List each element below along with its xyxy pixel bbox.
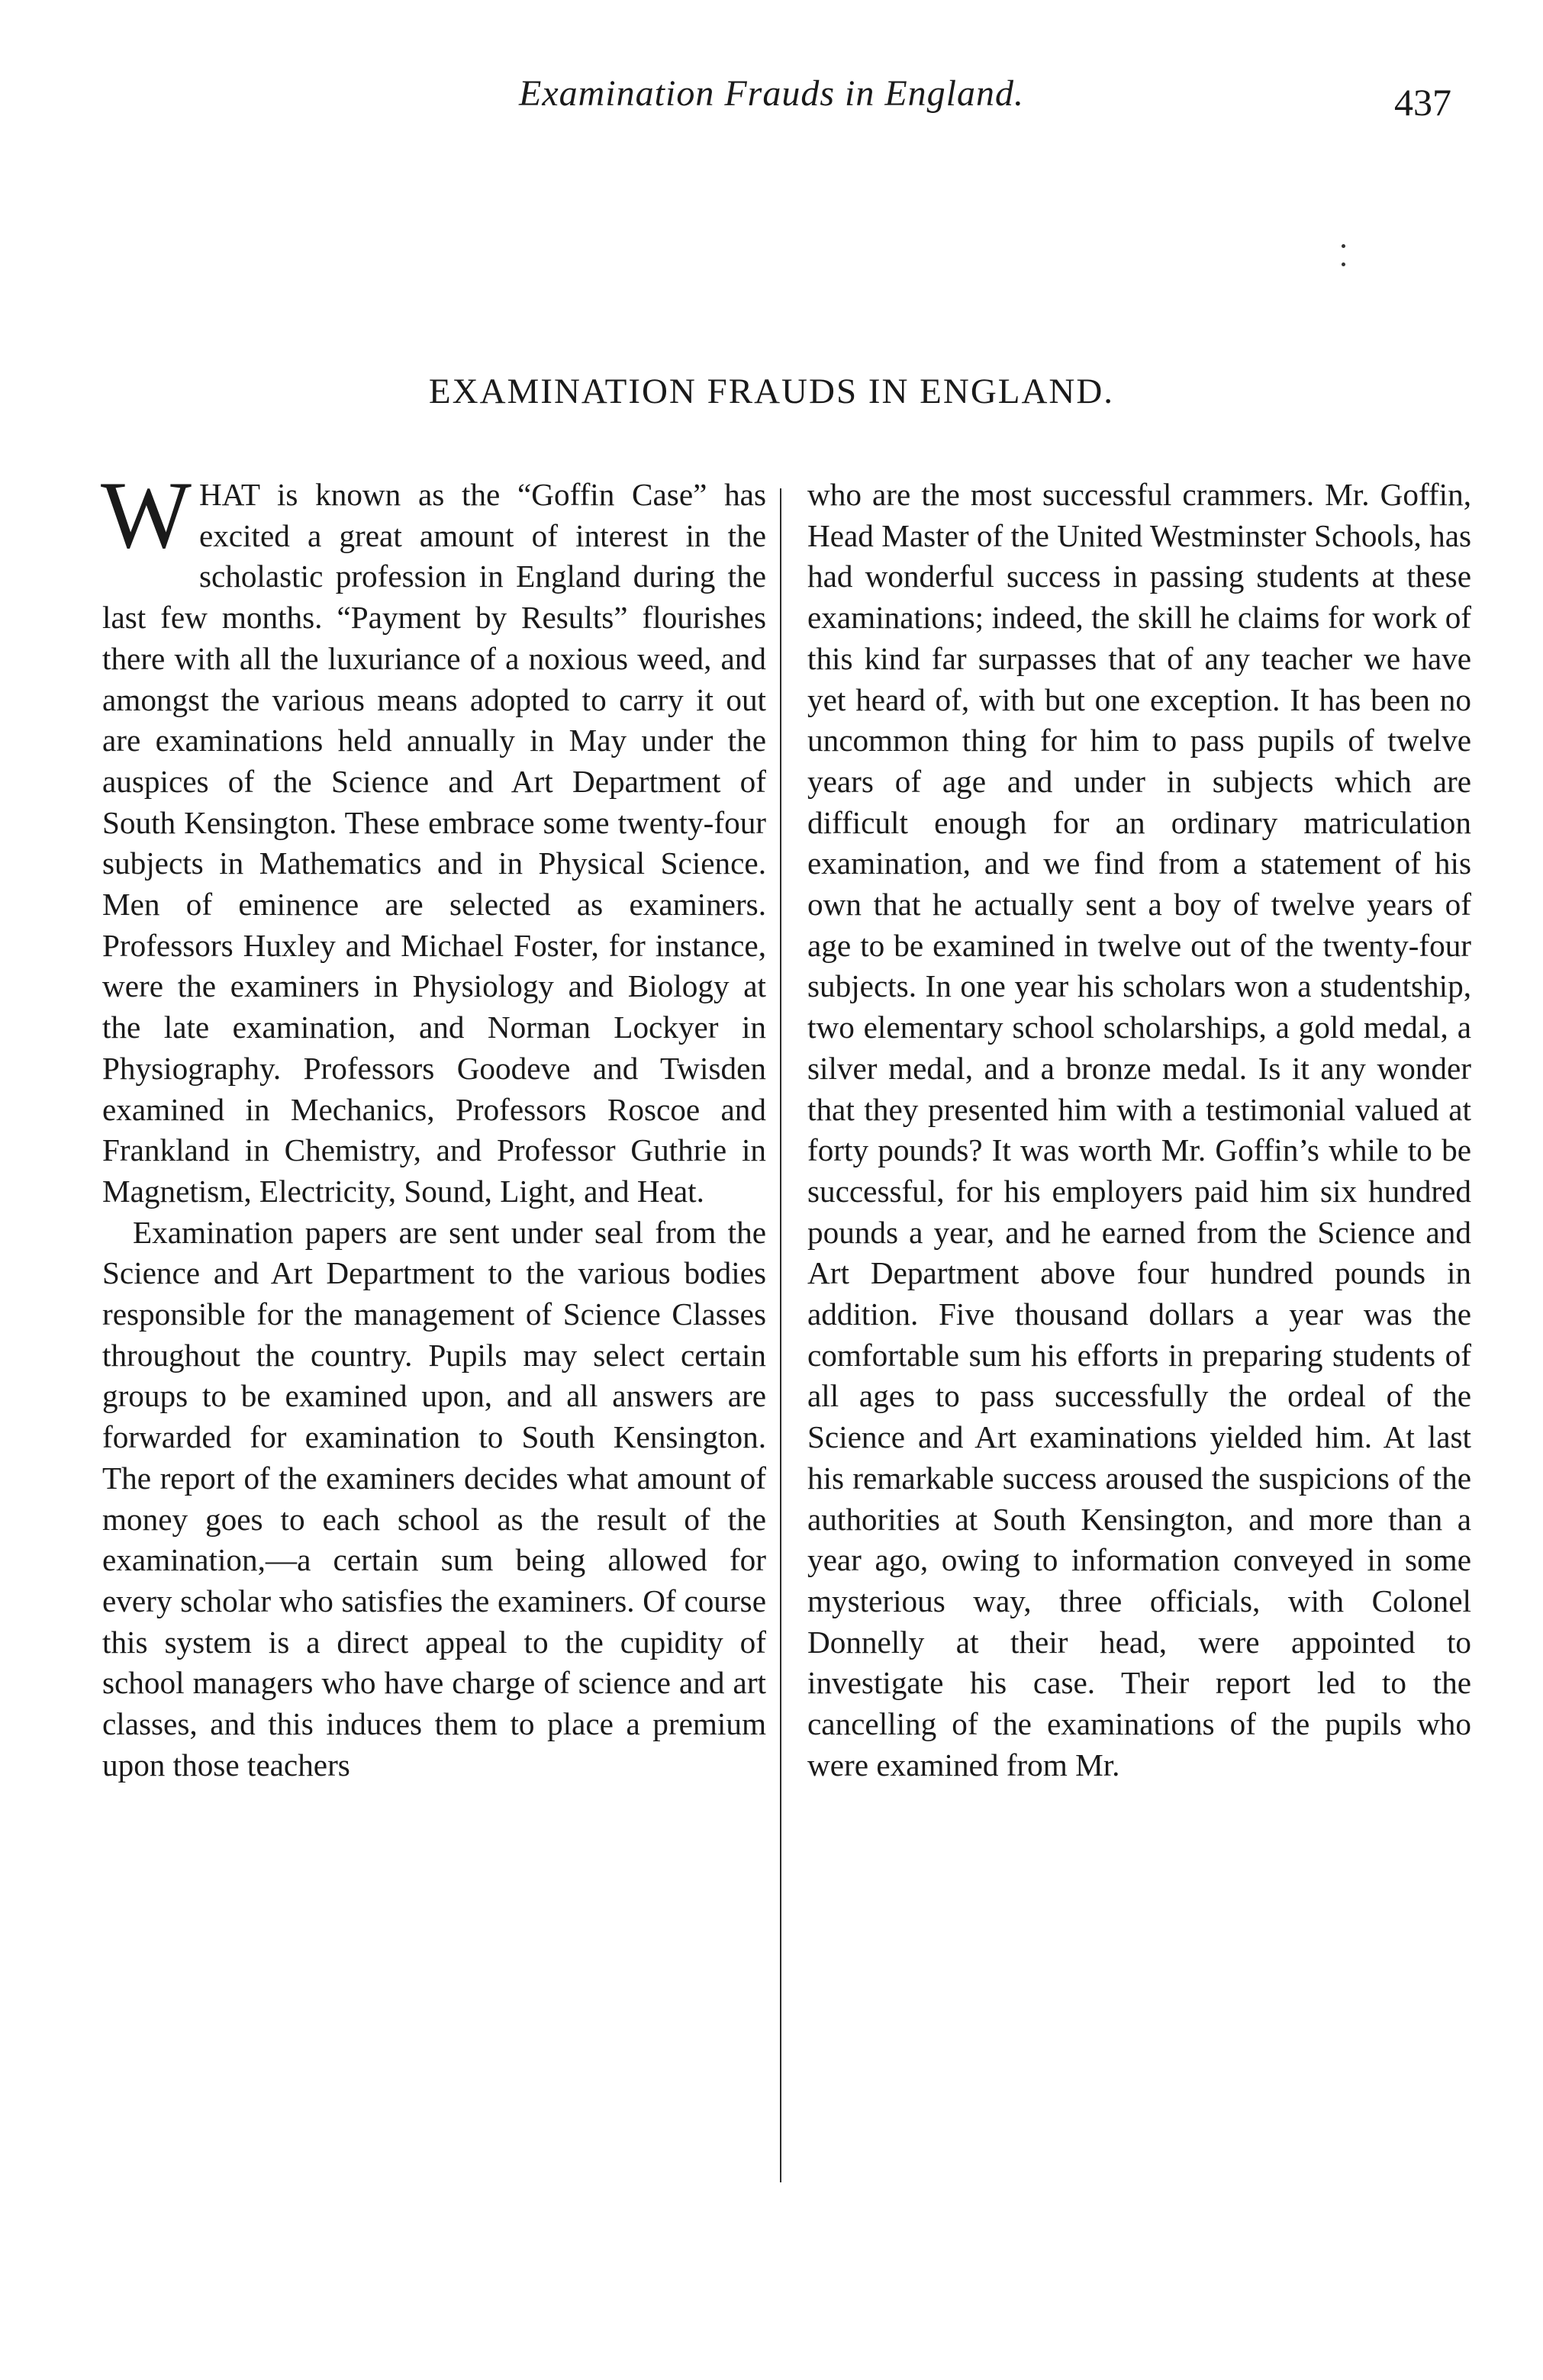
left-column (101, 462, 766, 1786)
paragraph-2: Examination papers are sent under seal from the Science and Art Department to the various bodies responsible for the management of Science Classes throughout the country. Pupils may select certain groups to be examined upon, and all answers are forwarded for examination to South Kensington. The report of the examiners decides what amount of money goes to each school as the result of the examination,—a certain sum being allowed for every scholar who satisfies the examiners. Of course this system is a direct appeal to the cupidity of school managers who have charge of science and art classes, and this induces them to place a premium upon those teachers (102, 1214, 766, 1783)
paragraph-1 (101, 462, 766, 1213)
print-speck (1342, 262, 1345, 266)
drop-cap: W (101, 462, 192, 568)
paragraph-1-text: HAT is known as the “Goffin Case” has excited a great amount of interest in the scholastic profession in England during the last few months. “Payment by Results” flourishes there with all the luxuriance of a noxious weed, and amongst the various means adopted to carry it out are examinations held annually in May under the auspices of the Science and Art Department of South Kensington. These embrace some twenty-four subjects in Mathematics and in Physical Science. Men of eminence are selected as examiners. Professors Huxley and Michael Foster, for instance, were the examiners in Physiology and Biology at the late examination, and Norman Lockyer in Physiography. Professors Goodeve and Twisden examined in Mechanics, Professors Roscoe and Frankland in Chemistry, and Professor Guthrie in Magnetism, Electricity, Sound, Light, and Heat. (102, 477, 766, 1209)
column-divider (780, 488, 781, 2182)
running-title: Examination Frauds in England. (519, 73, 1024, 114)
print-speck (1342, 244, 1345, 248)
article-title: EXAMINATION FRAUDS IN ENGLAND. (428, 372, 1115, 411)
page-number: 437 (1394, 81, 1451, 124)
right-column (807, 475, 1471, 1786)
running-header (0, 67, 1543, 124)
paragraph-continued: who are the most successful crammers. Mr. Goffin, Head Master of the United Westminster Schools, has had wonderful success in passing students at these examinations; indeed, the skill he claims for work of this kind far surpasses that of any teacher we have yet heard of, with but one exception. It has been no uncommon thing for him to pass pupils of twelve years of age and under in subjects which are difficult enough for an ordinary matriculation examination, and we find from a statement of his own that he actually sent a boy of twelve years of age to be examined in twelve out of the twenty-four subjects. In one year his scholars won a studentship, two elementary school scholarships, a gold medal, a silver medal, and a bronze medal. Is it any wonder that they presented him with a testimonial valued at forty pounds? It was worth Mr. Goffin’s while to be successful, for his employers paid him six hundred pounds a year, and he earned from the Science and Art Department above four hundred pounds in addition. Five thousand dollars a year was the comfortable sum his efforts in preparing students of all ages to pass successfully the ordeal of the Science and Art examinations yielded him. At last his remarkable success aroused the suspicions of the authorities at South Kensington, and more than a year ago, owing to information conveyed in some mysterious way, three officials, with Colonel Donnelly at their head, were appointed to investigate his case. Their report led to the cancelling of the examinations of the pupils who were examined from Mr. (807, 477, 1471, 1783)
